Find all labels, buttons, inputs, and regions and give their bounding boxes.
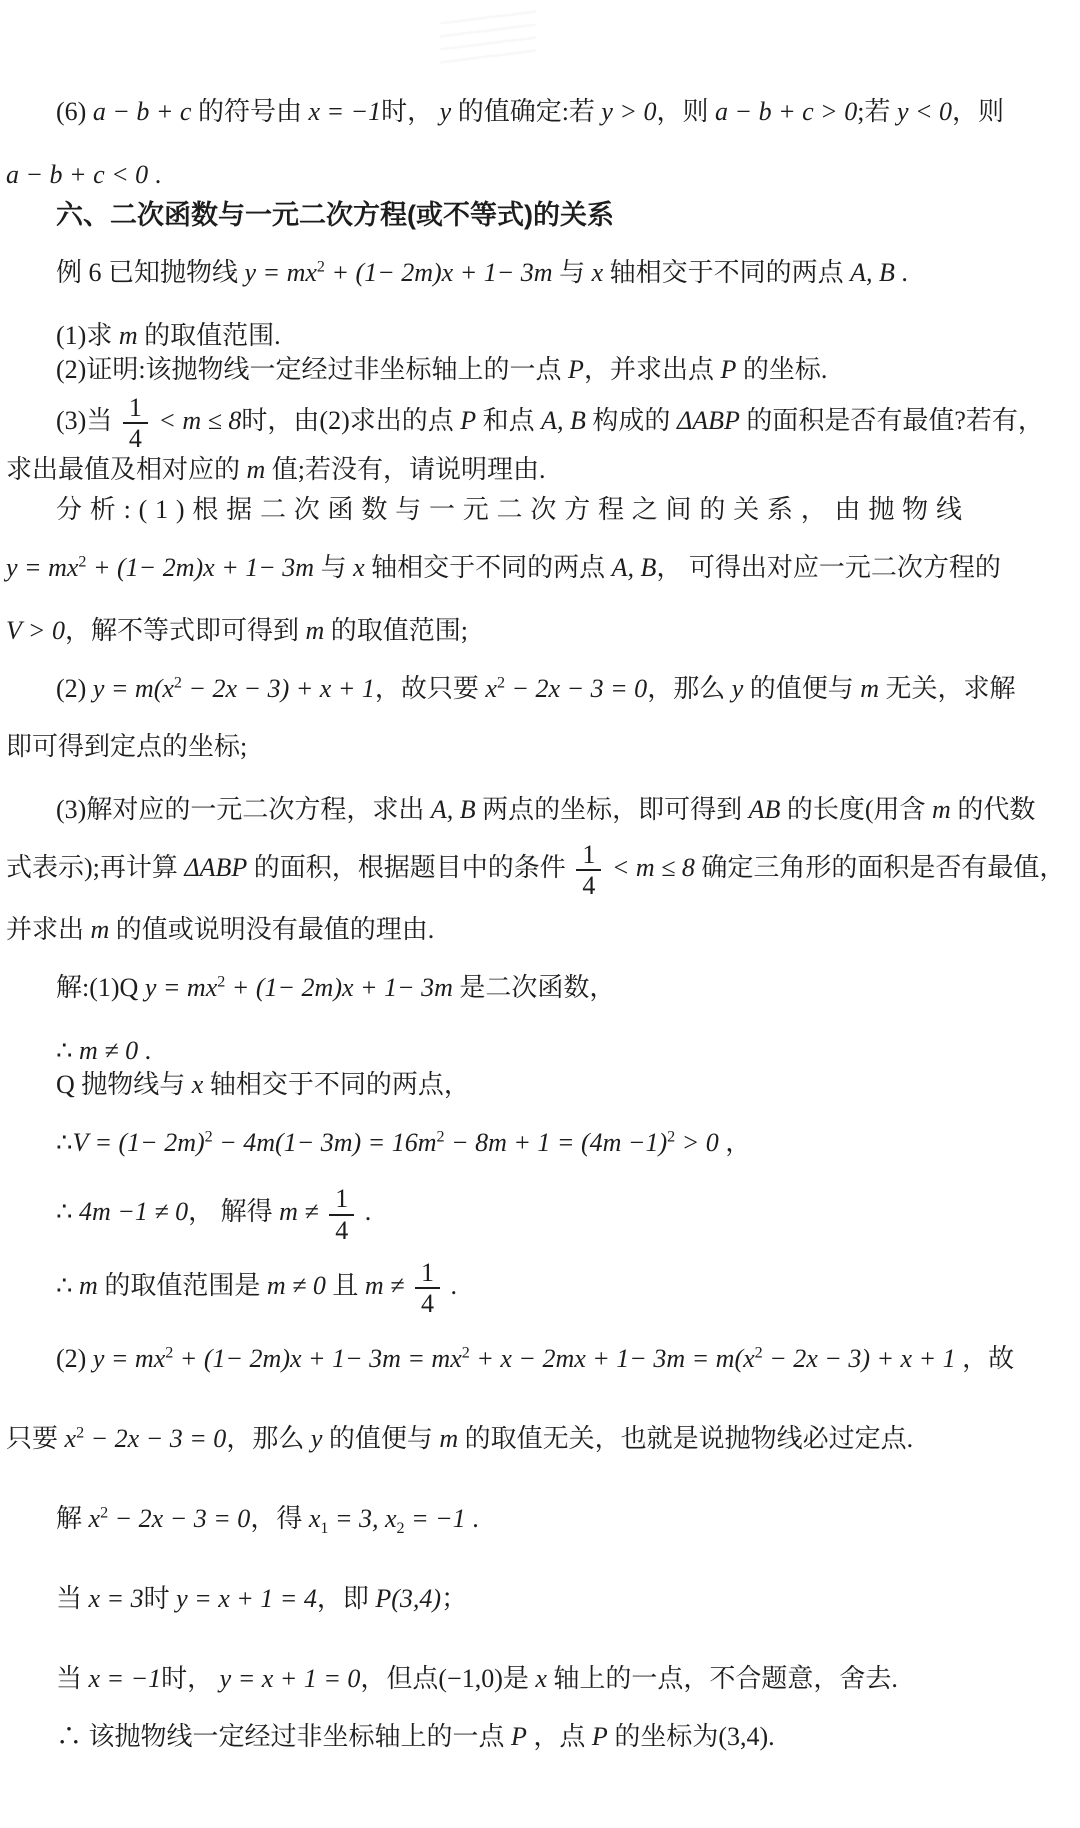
- text-run: ∴ 该抛物线一定经过非坐标轴上的一点: [56, 1721, 512, 1751]
- math-run: m: [246, 455, 266, 485]
- text-run: 的面积是否有最值?若有，: [739, 406, 1044, 436]
- math-run: y = x + 1 = 0: [219, 1663, 361, 1693]
- analysis-part1-cont2: [6, 614, 1072, 648]
- math-run: A, B: [541, 406, 586, 436]
- fraction: [576, 840, 601, 900]
- solution-part1-m-range: [6, 1258, 1072, 1318]
- text-run: (1)求: [56, 321, 119, 350]
- text-run: 的值便与: [743, 674, 861, 704]
- analysis-part3-cont2: [6, 913, 1072, 947]
- text-run: 且: [325, 1270, 365, 1300]
- math-run: y > 0: [601, 97, 657, 126]
- text-run: 无关，求解: [879, 674, 1016, 704]
- math-run: a − b + c > 0: [715, 97, 858, 126]
- math-run: − 2x − 3) + x + 1: [762, 1343, 956, 1373]
- text-run: 与: [314, 553, 354, 583]
- math-run: x: [353, 553, 365, 583]
- superscript: 2: [173, 674, 182, 692]
- fraction-numerator: 1: [420, 1257, 434, 1287]
- solution-part2-solve-x: [6, 1502, 1072, 1536]
- text-run: 的取值范围.: [137, 321, 281, 350]
- math-run: ΔABP: [676, 406, 740, 436]
- text-run: ， 可得出对应一元二次方程的: [656, 553, 1001, 583]
- text-run: ，故只要: [374, 674, 486, 704]
- text-run: ，点: [526, 1721, 592, 1751]
- text-run: 轴上的一点，不合题意，舍去.: [546, 1663, 898, 1693]
- math-run: m ≠ 0: [79, 1036, 139, 1066]
- text-run: 的坐标为(3,4).: [607, 1721, 775, 1751]
- math-run: A, B: [430, 795, 476, 825]
- text-run: (3)当: [56, 406, 119, 436]
- text-run: .: [138, 1036, 152, 1066]
- text-run: .: [894, 258, 908, 287]
- fraction-denominator: 4: [576, 869, 601, 900]
- text-run: 解: [56, 1503, 89, 1533]
- math-run: m: [90, 915, 110, 945]
- math-run: x = −1: [308, 97, 382, 126]
- text-run: ，解不等式即可得到: [64, 616, 306, 646]
- para-6-sign-rule: [6, 95, 1072, 129]
- math-run: − 8m + 1 = (4m −1): [444, 1128, 668, 1158]
- text-run: ， 解得: [188, 1197, 280, 1227]
- text-run: ，即: [316, 1583, 376, 1613]
- text-run: 时，由(2)求出的点: [241, 406, 461, 436]
- section-6-heading: [6, 198, 1072, 232]
- text-run: ，则: [656, 97, 716, 126]
- question-3: [6, 393, 1072, 453]
- math-run: A, B: [611, 553, 657, 583]
- solution-part2-expand: [6, 1342, 1072, 1376]
- text-run: ∴: [56, 1270, 80, 1300]
- superscript: 2: [165, 1344, 174, 1362]
- text-run: 时: [143, 1583, 177, 1613]
- analysis-part3-cont1: [6, 840, 1072, 900]
- math-run: m ≠ 0: [266, 1270, 326, 1300]
- math-run: A, B: [850, 258, 895, 287]
- superscript: 2: [217, 973, 226, 991]
- text-run: 轴相交于不同的两点: [364, 553, 612, 583]
- math-run: + (1− 2m)x + 1− 3m: [324, 258, 553, 287]
- text-run: 解:(1)Q: [56, 973, 145, 1003]
- text-run: ∴: [56, 1197, 80, 1227]
- text-run: (2)证明:该抛物线一定经过非坐标轴上的一点: [56, 355, 569, 384]
- analysis-part2: [6, 672, 1072, 706]
- text-run: 的坐标.: [736, 355, 828, 384]
- text-run: ，则: [952, 97, 1005, 126]
- fraction: [329, 1184, 354, 1244]
- math-run: y = mx: [6, 553, 79, 583]
- math-run: y = m(x: [92, 674, 174, 704]
- math-run: x: [64, 1423, 77, 1453]
- math-run: V = (1− 2m): [72, 1128, 205, 1158]
- solution-part1-discriminant: [6, 1126, 1072, 1160]
- math-run: a − b + c: [92, 97, 192, 126]
- math-run: = 3, x: [328, 1503, 397, 1533]
- math-run: P: [720, 355, 737, 384]
- analysis-part2-cont: [6, 730, 1072, 764]
- text-run: 轴相交于不同的两点，: [203, 1070, 470, 1100]
- math-run: x: [485, 674, 497, 704]
- math-run: − 2x − 3 = 0: [84, 1423, 227, 1453]
- text-run: 的值便与: [322, 1423, 440, 1453]
- analysis-part1: [6, 493, 1072, 527]
- text-run: .: [358, 1197, 372, 1227]
- text-run: ∴: [56, 1128, 73, 1158]
- question-1: [6, 319, 1072, 353]
- fraction-numerator: 1: [335, 1184, 349, 1214]
- math-run: y: [731, 674, 744, 704]
- math-run: + x − 2mx + 1− 3m = m(x: [469, 1343, 755, 1373]
- math-run: P: [460, 406, 477, 436]
- fraction-denominator: 4: [415, 1287, 440, 1318]
- text-run: .: [443, 1270, 457, 1300]
- math-run: − 2x − 3 = 0: [108, 1503, 251, 1533]
- text-run: (2): [56, 1343, 93, 1373]
- analysis-part1-cont1: [6, 551, 1072, 585]
- math-run: + (1− 2m)x + 1− 3m: [225, 973, 453, 1003]
- math-run: y = mx: [144, 973, 218, 1003]
- text-run: ∴: [56, 1036, 80, 1066]
- solution-part2-point-p: [6, 1582, 1072, 1616]
- text-run: 轴相交于不同的两点: [603, 258, 851, 287]
- text-run: 即可得到定点的坐标;: [6, 732, 248, 762]
- fraction: [123, 393, 148, 453]
- math-run: − 4m(1− 3m) = 16m: [212, 1128, 437, 1158]
- text-run: 值;若没有，请说明理由.: [265, 455, 546, 485]
- math-run: < m ≤ 8: [605, 853, 695, 883]
- text-run: 确定三角形的面积是否有最值，: [694, 853, 1066, 883]
- superscript: 2: [667, 1128, 676, 1146]
- text-run: 和点: [476, 406, 542, 436]
- text-run: Q 抛物线与: [56, 1070, 192, 1100]
- text-run: ，故: [955, 1343, 1015, 1373]
- text-run: 例 6 已知抛物线: [56, 258, 245, 287]
- text-run: (3)解对应的一元二次方程，求出: [56, 795, 431, 825]
- math-run: x: [535, 1663, 547, 1693]
- math-run: y = x + 1 = 4: [176, 1583, 317, 1613]
- text-run: 的符号由: [191, 97, 309, 126]
- solution-part1-given: [6, 971, 1072, 1005]
- math-run: m: [305, 616, 325, 646]
- text-run: 的取值范围;: [324, 616, 468, 646]
- math-run: + (1− 2m)x + 1− 3m: [86, 553, 315, 583]
- text-run: 求出最值及相对应的: [6, 455, 247, 485]
- solution-part1-m-nonzero: [6, 1034, 1072, 1068]
- math-run: m: [79, 1270, 98, 1300]
- math-run: 4m −1 ≠ 0: [79, 1197, 189, 1227]
- math-run: m: [860, 674, 880, 704]
- math-run: x: [308, 1503, 321, 1533]
- fraction: [415, 1258, 440, 1318]
- superscript: 2: [436, 1128, 445, 1146]
- superscript: 2: [78, 553, 87, 571]
- text-run: 时，: [161, 1663, 220, 1693]
- math-run: m ≠: [279, 1197, 326, 1227]
- superscript: 2: [316, 258, 325, 276]
- math-run: x = −1: [88, 1663, 162, 1693]
- math-run: AB: [748, 795, 781, 825]
- math-run: x: [88, 1503, 101, 1533]
- superscript: 2: [204, 1128, 213, 1146]
- text-run: ，但点(−1,0)是: [360, 1663, 536, 1693]
- text-run: 构成的: [585, 406, 677, 436]
- superscript: 2: [461, 1344, 470, 1362]
- analysis-part3: [6, 793, 1072, 827]
- math-run: x: [191, 1070, 204, 1100]
- math-run: m: [118, 321, 138, 350]
- text-run: 的取值无关，也就是说抛物线必过定点.: [458, 1423, 914, 1453]
- math-run: + (1− 2m)x + 1− 3m = mx: [173, 1343, 462, 1373]
- fraction-numerator: 1: [128, 393, 142, 422]
- text-run: 六、二次函数与一元二次方程(或不等式)的关系: [56, 200, 614, 230]
- text-run: ，那么: [226, 1423, 311, 1453]
- math-run: = −1: [404, 1503, 466, 1533]
- text-run: ;若: [857, 97, 897, 126]
- text-run: (6): [56, 97, 93, 126]
- text-run: 的面积，根据题目中的条件: [247, 853, 573, 883]
- math-run: m ≠: [364, 1270, 411, 1300]
- math-run: y < 0: [896, 97, 953, 126]
- text-run: 的长度(用含: [780, 795, 933, 825]
- text-run: 是二次函数，: [452, 973, 616, 1003]
- text-run: 只要: [6, 1423, 65, 1453]
- fraction-denominator: 4: [123, 422, 148, 453]
- text-run: .: [148, 160, 162, 189]
- math-run: y: [439, 97, 452, 126]
- example-6-statement: [6, 256, 1072, 290]
- math-run: V > 0: [6, 616, 65, 646]
- math-run: m: [439, 1423, 459, 1453]
- text-run: ，: [718, 1128, 752, 1158]
- text-run: (2): [56, 674, 93, 704]
- math-run: x = 3: [88, 1583, 144, 1613]
- text-run: ；: [441, 1583, 468, 1613]
- math-run: − 2x − 3 = 0: [505, 674, 648, 704]
- math-run: a − b + c < 0: [6, 160, 149, 189]
- math-run: y: [310, 1423, 323, 1453]
- math-run: x: [591, 258, 604, 287]
- text-run: 并求出: [6, 915, 91, 945]
- text-run: 的值确定:若: [451, 97, 602, 126]
- solution-part2-conclusion: [6, 1720, 1072, 1754]
- text-run: 的取值范围是: [97, 1270, 267, 1300]
- math-run: < m ≤ 8: [151, 406, 242, 436]
- text-run: 式表示);再计算: [6, 853, 185, 883]
- superscript: 2: [496, 674, 505, 692]
- text-run: ，并求出点: [583, 355, 721, 384]
- para-6-sign-rule-cont: [6, 158, 1072, 192]
- math-run: − 2x − 3) + x + 1: [181, 674, 375, 704]
- question-2: [6, 353, 1072, 387]
- math-run: P: [511, 1721, 527, 1751]
- subscript: 2: [396, 1520, 405, 1538]
- subscript: 1: [320, 1520, 329, 1538]
- text-run: 当: [56, 1583, 89, 1613]
- math-run: P(3,4): [375, 1583, 442, 1613]
- question-3-cont: [6, 453, 1072, 487]
- text-run: .: [465, 1503, 479, 1533]
- superscript: 2: [76, 1424, 85, 1442]
- superscript: 2: [100, 1504, 109, 1522]
- text-run: 的代数: [950, 795, 1036, 825]
- math-run: y = mx: [92, 1343, 166, 1373]
- math-run: P: [591, 1721, 608, 1751]
- solution-part1-two-points: [6, 1068, 1072, 1102]
- math-run: ΔABP: [184, 853, 248, 883]
- text-run: 两点的坐标，即可得到: [475, 795, 749, 825]
- text-run: 当: [56, 1663, 89, 1693]
- math-run: > 0: [675, 1128, 719, 1158]
- text-run: 分析:(1)根据二次函数与一元二次方程之间的关系，由抛物线: [56, 495, 970, 525]
- math-run: y = mx: [244, 258, 317, 287]
- text-run: 的值或说明没有最值的理由.: [109, 915, 435, 945]
- solution-part2-reject: [6, 1662, 1072, 1696]
- text-run: 与: [552, 258, 592, 287]
- math-run: P: [568, 355, 584, 384]
- text-run: ，得: [250, 1503, 309, 1533]
- math-run: m: [932, 795, 951, 825]
- text-run: ，那么: [647, 674, 732, 704]
- fraction-numerator: 1: [582, 840, 596, 870]
- superscript: 2: [754, 1344, 763, 1362]
- fraction-denominator: 4: [329, 1214, 354, 1245]
- solution-part2-fixed-point: [6, 1422, 1072, 1456]
- solution-part1-solve-m: [6, 1184, 1072, 1244]
- text-run: 时，: [381, 97, 440, 126]
